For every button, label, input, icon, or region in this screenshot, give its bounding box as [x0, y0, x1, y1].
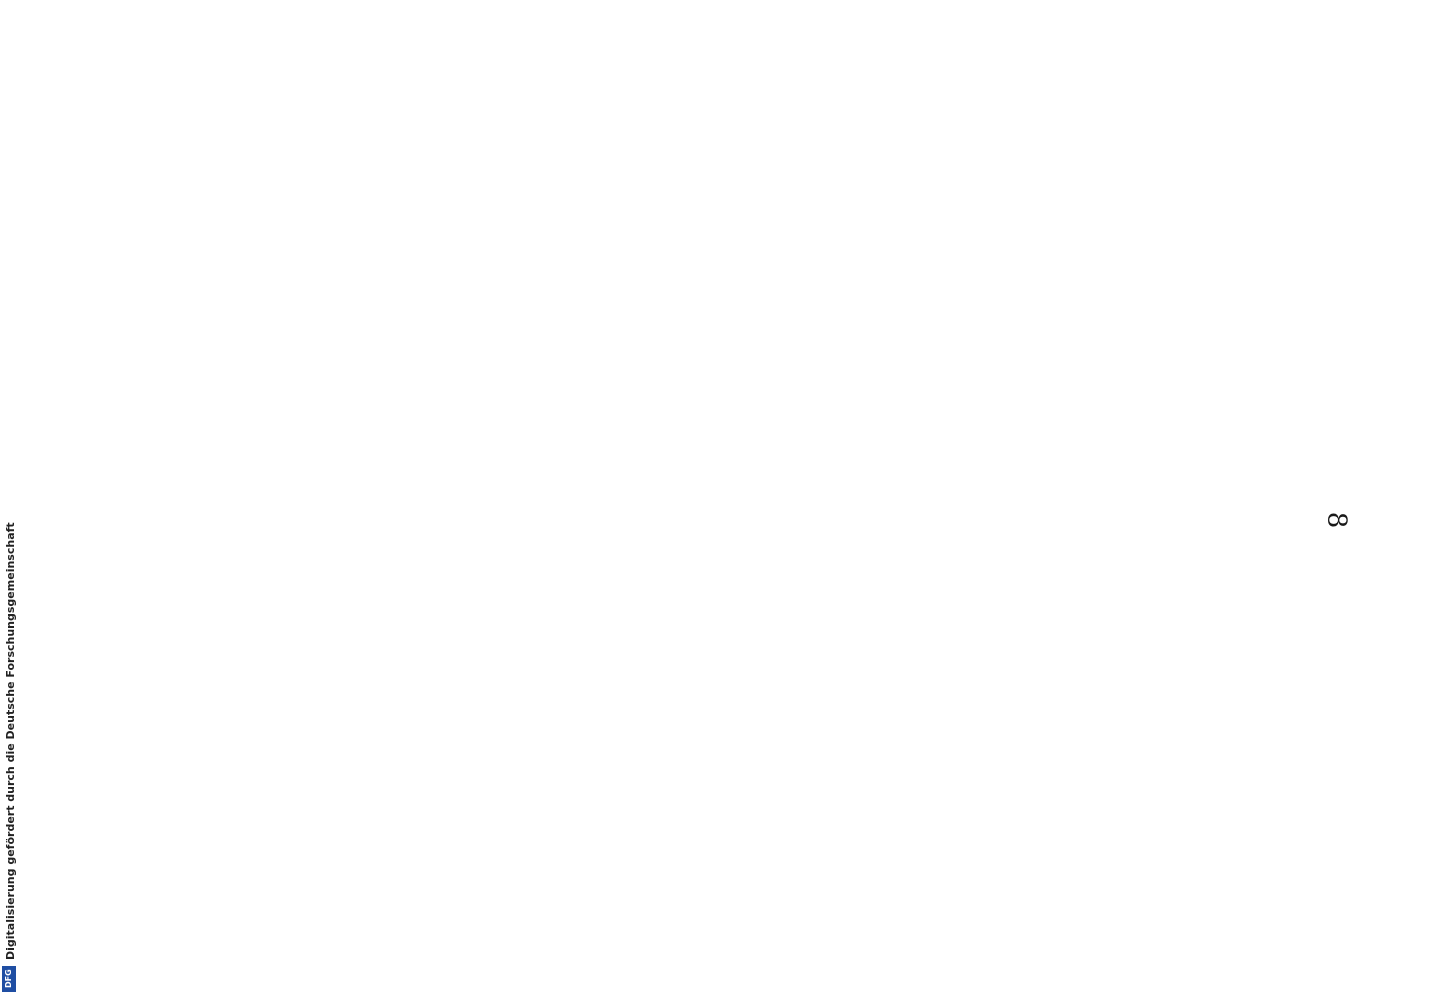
- right-text-column: [580, 105, 990, 995]
- page-body: [110, 105, 1400, 995]
- page-number: 8: [1321, 511, 1352, 529]
- digitization-credit: Digitalisierung gefördert durch die Deutsche Forschungsgemeinschaft: [4, 522, 17, 960]
- left-text-column: [110, 105, 530, 995]
- dfg-logo: DFG: [2, 966, 16, 992]
